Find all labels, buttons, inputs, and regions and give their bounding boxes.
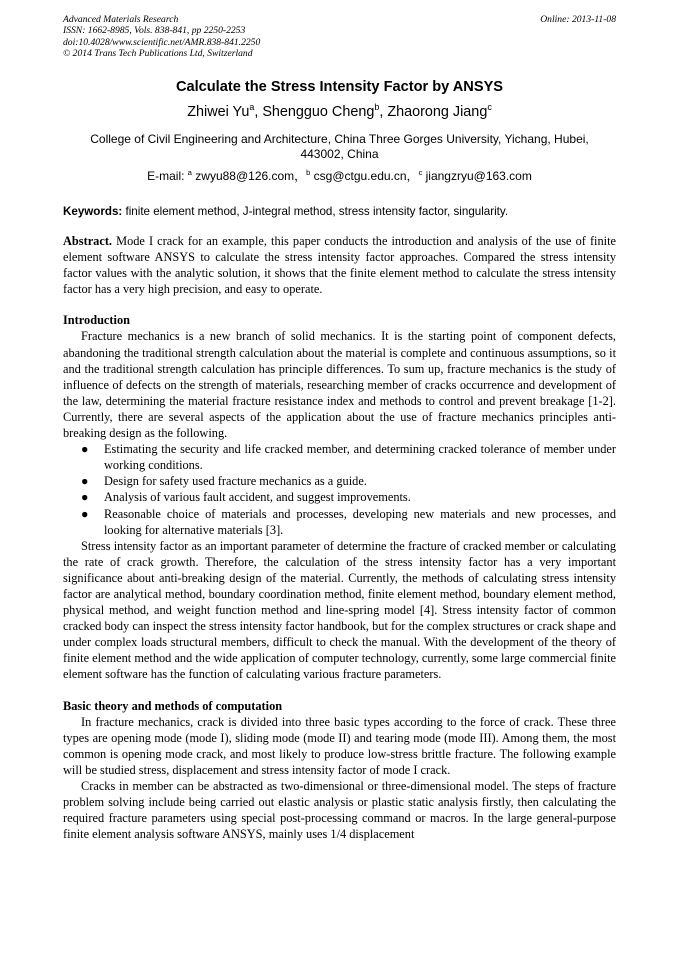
- author-name: Shengguo Cheng: [262, 104, 375, 120]
- paper-title: Calculate the Stress Intensity Factor by ANSYS: [175, 79, 504, 95]
- copyright-line: © 2014 Trans Tech Publications Ltd, Switzerland: [63, 47, 253, 59]
- abstract: [63, 233, 616, 297]
- paragraph: Fracture mechanics is a new branch of solid mechanics. It is the starting point of component defects, abandoning the traditional strength calculation about the material is complete and continuous assumptions, so it and the traditional strength calculation has principle differences. To sum up, fracture mechanics is the study of influence of defects on the strength of materials, researching member of cracks occurrence and development of the law, determining the material fracture resistance index and methods to control and prevent breakage [1-2]. Currently, there are several aspects of the application about the use of fracture mechanics principles anti-breaking design as the following.: [63, 329, 616, 441]
- paragraph: Stress intensity factor as an important parameter of determine the fracture of cracked member or calculating the rate of crack growth. Therefore, the calculation of the stress intensity factor has a very important significance about anti-breaking design of the material. Currently, the methods of calculating stress intensity factor are analytical method, boundary coordination method, finite element method, boundary element method, physical method, and weight function method and line-spring model [4]. Stress intensity factor of common cracked body can inspect the stress intensity factor handbook, but for the complex structures or crack shape and under complex loads structural members, difficult to check the manual. With the development of the theory of finite element method and the wide application of computer technology, currently, some large commercial finite element software has the function of calculating various fracture parameters.: [63, 538, 616, 682]
- author-affil-marker: a: [249, 102, 255, 113]
- author-affil-marker: b: [374, 102, 380, 113]
- section-gap: [63, 297, 616, 312]
- paper-body: [63, 233, 616, 842]
- bullet-list: [63, 441, 616, 538]
- keywords-text: finite element method, J-integral method, stress intensity factor, singularity.: [122, 205, 509, 218]
- email-line: [63, 167, 616, 184]
- author-separator: ,: [379, 104, 388, 120]
- bullet-icon: ●: [81, 474, 89, 489]
- bullet-icon: ●: [81, 490, 89, 505]
- list-item-text: Analysis of various fault accident, and suggest improvements.: [104, 490, 411, 505]
- bullet-icon: ●: [81, 442, 89, 457]
- list-item: [63, 506, 616, 538]
- doi-line: doi:10.4028/www.scientific.net/AMR.838-841.2250: [63, 36, 261, 48]
- paragraph: In fracture mechanics, crack is divided into three basic types according to the force of crack. These three types are opening mode (mode I), sliding mode (mode II) and tearing mode (mode III). Among them, the most common is opening mode crack, and most likely to produce low-stress brittle fracture. The following example will be studied stress, displacement and stress intensity factor of mode I crack.: [63, 714, 616, 777]
- journal-name: Advanced Materials Research: [63, 14, 179, 25]
- section-gap: [63, 683, 616, 698]
- list-item: [63, 489, 616, 505]
- bullet-icon: ●: [81, 506, 89, 521]
- list-item-text: Design for safety used fracture mechanics as a guide.: [104, 474, 367, 489]
- author-separator: ,: [254, 104, 263, 120]
- issn-line: ISSN: 1662-8985, Vols. 838-841, pp 2250-2253: [63, 25, 246, 37]
- keywords-label: Keywords:: [63, 205, 123, 218]
- email-address-a: zwyu88@126.com，: [191, 169, 307, 183]
- online-date: Online: 2013-11-08: [540, 14, 616, 25]
- email-marker: c: [418, 168, 423, 177]
- email-address-b: csg@ctgu.edu.cn，: [310, 169, 419, 183]
- affiliation: [70, 132, 609, 162]
- list-item: [63, 473, 616, 489]
- affiliation-line: 443002, China: [300, 147, 379, 162]
- author-affil-marker: c: [487, 102, 492, 113]
- author-name: Zhaorong Jiang: [387, 104, 488, 120]
- email-address-c: jiangzryu@163.com: [422, 169, 532, 183]
- affiliation-line: College of Civil Engineering and Architecture, China Three Gorges University, Yichang, Hubei,: [90, 132, 589, 146]
- author-name: Zhiwei Yu: [187, 104, 250, 120]
- author-list: [63, 104, 616, 120]
- list-item-text: Reasonable choice of materials and processes, developing new materials and new processes, and looking for alternative materials [3].: [104, 506, 616, 537]
- abstract-label: Abstract.: [63, 234, 113, 248]
- list-item: [63, 441, 616, 473]
- email-marker: b: [306, 168, 311, 177]
- section-heading-introduction: Introduction: [63, 313, 130, 328]
- section-heading-basic-theory: Basic theory and methods of computation: [63, 698, 283, 713]
- keywords: [63, 205, 616, 218]
- email-marker: a: [187, 168, 192, 177]
- journal-header: [63, 14, 616, 59]
- abstract-text: Mode I crack for an example, this paper conducts the introduction and analysis of the use of finite element software ANSYS to calculate the stress intensity factor approaches. Compared the stress intensity factor values with the analytic solution, it shows that the finite element method to calculate the stress intensity factor has a very high precision, and easy to operate.: [63, 234, 616, 297]
- list-item-text: Estimating the security and life cracked member, and determining cracked tolerance of member under working conditions.: [104, 442, 616, 473]
- email-label: E-mail:: [147, 169, 188, 183]
- paragraph: Cracks in member can be abstracted as two-dimensional or three-dimensional model. The steps of fracture problem solving include being carried out elastic analysis or plastic static analysis firstly, then calculating the required fracture parameters using special post-processing command or macros. In the large general-purpose finite element analysis software ANSYS, mainly uses 1/4 displacement: [63, 779, 616, 842]
